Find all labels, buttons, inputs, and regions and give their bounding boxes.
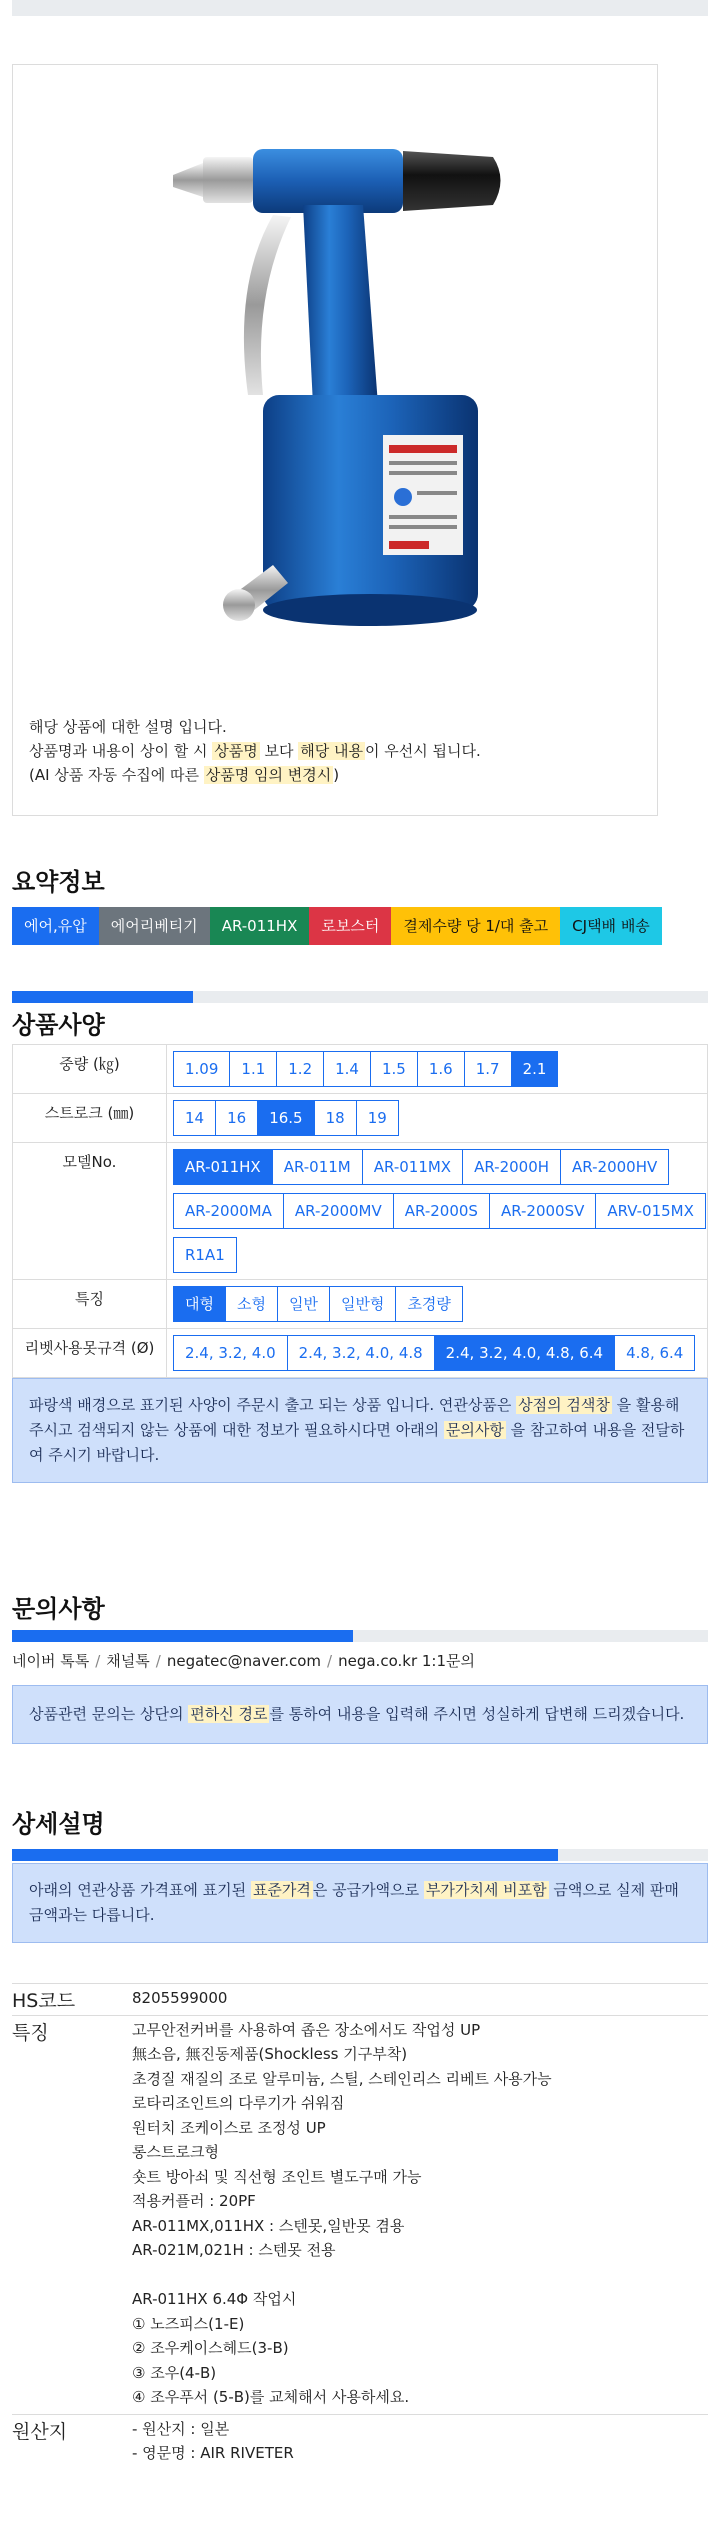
spec-option-button[interactable]: 초경량 bbox=[395, 1286, 462, 1322]
spec-row-label: 모델No. bbox=[13, 1143, 167, 1280]
feature-line: AR-021M,021H : 스텐못 전용 bbox=[132, 2241, 336, 2259]
hs-code-label: HS코드 bbox=[12, 1984, 132, 2016]
spec-row-options bbox=[167, 1045, 708, 1094]
spec-row-options bbox=[167, 1329, 708, 1378]
feature-value bbox=[132, 2015, 708, 2414]
detail-title: 상세설명 bbox=[12, 1810, 105, 1838]
spec-row bbox=[13, 1143, 708, 1280]
spec-option-button[interactable]: 소형 bbox=[225, 1286, 278, 1322]
spec-option-button[interactable]: 2.1 bbox=[511, 1051, 559, 1087]
spec-option-button[interactable]: 19 bbox=[356, 1100, 399, 1136]
spec-option-button[interactable]: AR-2000HV bbox=[560, 1149, 669, 1185]
spec-option-button[interactable]: 1.7 bbox=[464, 1051, 512, 1087]
inquiry-progress-bar bbox=[12, 1630, 708, 1642]
inquiry-links bbox=[12, 1650, 708, 1671]
spec-option-button[interactable]: 대형 bbox=[173, 1286, 226, 1322]
spec-table bbox=[12, 1044, 708, 1378]
inquiry-info-text: 상품관련 문의는 상단의 bbox=[29, 1705, 189, 1723]
inquiry-link[interactable]: nega.co.kr 1:1문의 bbox=[338, 1652, 475, 1670]
notice-highlight: 상품명 bbox=[214, 742, 258, 760]
summary-tag: 에어,유압 bbox=[12, 907, 99, 945]
feature-line: 고무안전커버를 사용하여 좁은 장소에서도 작업성 UP bbox=[132, 2020, 481, 2039]
notice-text: ) bbox=[333, 766, 340, 784]
detail-info-text: 아래의 연관상품 가격표에 표기된 bbox=[29, 1881, 251, 1899]
spec-info-text: 을 참고하여 내용을 전달하여 주시기 바랍니다. bbox=[29, 1421, 685, 1464]
product-image-box bbox=[12, 64, 658, 816]
summary-tag: 에어리베티기 bbox=[99, 907, 210, 945]
origin-line: - 영문명 : AIR RIVETER bbox=[132, 2444, 294, 2462]
detail-table bbox=[12, 1983, 708, 2470]
origin-row bbox=[12, 2414, 708, 2470]
spec-option-button[interactable]: AR-2000MV bbox=[283, 1193, 394, 1229]
inquiry-link[interactable]: 채널톡 bbox=[106, 1652, 150, 1670]
inquiry-info-highlight: 편하신 경로 bbox=[190, 1705, 268, 1723]
detail-progress-fill bbox=[12, 1849, 558, 1861]
notice-text: (AI 상품 자동 수집에 따른 bbox=[29, 766, 204, 784]
spec-row-label: 중량 (㎏) bbox=[13, 1045, 167, 1094]
notice-line-2 bbox=[29, 739, 481, 763]
spec-option-button[interactable]: AR-2000MA bbox=[173, 1193, 284, 1229]
spec-row-options bbox=[167, 1280, 708, 1329]
notice-line-1: 해당 상품에 대한 설명 입니다. bbox=[29, 718, 227, 736]
detail-info-highlight: 부가가치세 비포함 bbox=[425, 1881, 547, 1899]
spec-option-button[interactable]: AR-011M bbox=[272, 1149, 363, 1185]
feature-line: 적용커플러 : 20PF bbox=[132, 2192, 256, 2210]
spec-info-box bbox=[12, 1378, 708, 1483]
summary-tag: CJ택배 배송 bbox=[560, 907, 662, 945]
detail-progress-bar bbox=[12, 1849, 708, 1861]
feature-line: 숏트 방아쇠 및 직선형 조인트 별도구매 가능 bbox=[132, 2167, 422, 2186]
spec-option-button[interactable]: 1.1 bbox=[229, 1051, 277, 1087]
notice-text: 이 우선시 됩니다. bbox=[364, 742, 481, 760]
spec-option-button[interactable]: 일반 bbox=[277, 1286, 330, 1322]
hs-code-row bbox=[12, 1984, 708, 2016]
detail-info-text: 은 공급가액으로 bbox=[312, 1881, 424, 1899]
spec-option-button[interactable]: 16 bbox=[215, 1100, 258, 1136]
spec-row bbox=[13, 1094, 708, 1143]
feature-line: ② 조우케이스헤드(3-B) bbox=[132, 2339, 289, 2357]
spec-option-button[interactable]: 2.4, 3.2, 4.0, 4.8, 6.4 bbox=[434, 1335, 615, 1371]
feature-line: ④ 조우푸서 (5-B)를 교체해서 사용하세요. bbox=[132, 2388, 410, 2406]
detail-info-text: 금액으로 실제 판매금액과는 다릅니다. bbox=[29, 1881, 679, 1924]
feature-line: 로타리조인트의 다루기가 쉬워짐 bbox=[132, 2094, 345, 2112]
inquiry-link[interactable]: negatec@naver.com bbox=[166, 1652, 322, 1670]
spec-option-button[interactable]: 4.8, 6.4 bbox=[614, 1335, 695, 1371]
spec-row-label: 리벳사용못규격 (Ø) bbox=[13, 1329, 167, 1378]
notice-text: 상품명과 내용이 상이 할 시 bbox=[29, 742, 213, 760]
spec-info-highlight: 상점의 검색창 bbox=[518, 1396, 610, 1414]
spec-option-button[interactable]: 2.4, 3.2, 4.0, 4.8 bbox=[287, 1335, 435, 1371]
spec-option-button[interactable]: 16.5 bbox=[257, 1100, 314, 1136]
spec-row-label: 스트로크 (㎜) bbox=[13, 1094, 167, 1143]
top-bar bbox=[12, 0, 708, 16]
feature-line: AR-011HX 6.4Φ 작업시 bbox=[132, 2290, 297, 2308]
product-notice bbox=[29, 715, 481, 787]
feature-line: 無소음, 無진동제품(Shockless 기구부착) bbox=[132, 2045, 408, 2063]
link-separator: / bbox=[95, 1652, 101, 1670]
spec-option-button[interactable]: 2.4, 3.2, 4.0 bbox=[173, 1335, 288, 1371]
notice-highlight: 상품명 임의 변경시 bbox=[205, 766, 332, 784]
feature-line: 롱스트로크형 bbox=[132, 2143, 219, 2161]
link-separator: / bbox=[155, 1652, 161, 1670]
summary-title: 요약정보 bbox=[12, 868, 105, 896]
origin-value bbox=[132, 2414, 708, 2470]
feature-line: AR-011MX,011HX : 스텐못,일반못 겸용 bbox=[132, 2216, 405, 2235]
spec-option-button[interactable]: 18 bbox=[314, 1100, 357, 1136]
hs-code-value: 8205599000 bbox=[132, 1984, 708, 2016]
spec-option-button[interactable]: AR-2000H bbox=[462, 1149, 561, 1185]
spec-progress-bar bbox=[12, 991, 708, 1003]
inquiry-progress-fill bbox=[12, 1630, 353, 1642]
spec-option-button[interactable]: AR-2000SV bbox=[489, 1193, 596, 1229]
inquiry-link[interactable]: 네이버 톡톡 bbox=[12, 1652, 90, 1670]
spec-row bbox=[13, 1045, 708, 1094]
spec-option-button[interactable]: 1.6 bbox=[417, 1051, 465, 1087]
spec-progress-fill bbox=[12, 991, 193, 1003]
feature-line: 원터치 조케이스로 조정성 UP bbox=[132, 2118, 326, 2137]
spec-option-button[interactable]: AR-2000S bbox=[393, 1193, 490, 1229]
summary-tag: AR-011HX bbox=[210, 907, 310, 945]
spec-option-button[interactable]: 일반형 bbox=[329, 1286, 396, 1322]
inquiry-info-text: 를 통하여 내용을 입력해 주시면 성실하게 답변해 드리겠습니다. bbox=[269, 1705, 685, 1723]
spec-info-highlight: 문의사항 bbox=[445, 1421, 504, 1439]
feature-label: 특징 bbox=[12, 2015, 132, 2414]
feature-line bbox=[132, 2263, 708, 2288]
summary-tags bbox=[12, 907, 708, 945]
detail-info-box bbox=[12, 1863, 708, 1943]
spec-option-button[interactable]: 1.2 bbox=[276, 1051, 324, 1087]
origin-line: - 원산지 : 일본 bbox=[132, 2419, 230, 2438]
spec-option-button[interactable]: 1.5 bbox=[370, 1051, 418, 1087]
spec-row-options bbox=[167, 1094, 708, 1143]
spec-info-text: 을 활용해 주시고 검색되지 않는 상품에 대한 정보가 필요하시다면 아래의 bbox=[29, 1396, 680, 1439]
spec-title: 상품사양 bbox=[12, 1011, 105, 1039]
detail-info-highlight: 표준가격 bbox=[252, 1881, 311, 1899]
spec-info-text: 파랑색 배경으로 표기된 사양이 주문시 출고 되는 상품 입니다. 연관상품은 bbox=[29, 1396, 517, 1414]
inquiry-info-box bbox=[12, 1685, 708, 1744]
spec-option-button[interactable]: R1A1 bbox=[173, 1237, 237, 1273]
inquiry-title: 문의사항 bbox=[12, 1595, 105, 1623]
summary-tag: 로보스터 bbox=[309, 907, 391, 945]
link-separator: / bbox=[327, 1652, 333, 1670]
spec-row-label: 특징 bbox=[13, 1280, 167, 1329]
spec-row bbox=[13, 1280, 708, 1329]
notice-text: 보다 bbox=[259, 742, 299, 760]
spec-row bbox=[13, 1329, 708, 1378]
spec-option-button[interactable]: 1.4 bbox=[323, 1051, 371, 1087]
feature-line: 초경질 재질의 조로 알루미늄, 스틸, 스테인리스 리베트 사용가능 bbox=[132, 2069, 552, 2088]
spec-option-button[interactable]: AR-011MX bbox=[362, 1149, 463, 1185]
origin-label: 원산지 bbox=[12, 2414, 132, 2470]
spec-option-button[interactable]: 1.09 bbox=[173, 1051, 230, 1087]
spec-row-options bbox=[167, 1143, 708, 1280]
spec-option-button[interactable]: 14 bbox=[173, 1100, 216, 1136]
spec-option-button[interactable]: AR-011HX bbox=[173, 1149, 273, 1185]
air-riveter-image bbox=[163, 105, 543, 665]
spec-option-button[interactable]: ARV-015MX bbox=[595, 1193, 706, 1229]
feature-line: ① 노즈피스(1-E) bbox=[132, 2314, 245, 2333]
feature-row bbox=[12, 2015, 708, 2414]
notice-line-3 bbox=[29, 763, 481, 787]
summary-tag: 결제수량 당 1/대 출고 bbox=[391, 907, 560, 945]
notice-highlight: 해당 내용 bbox=[300, 742, 363, 760]
feature-line: ③ 조우(4-B) bbox=[132, 2363, 217, 2382]
